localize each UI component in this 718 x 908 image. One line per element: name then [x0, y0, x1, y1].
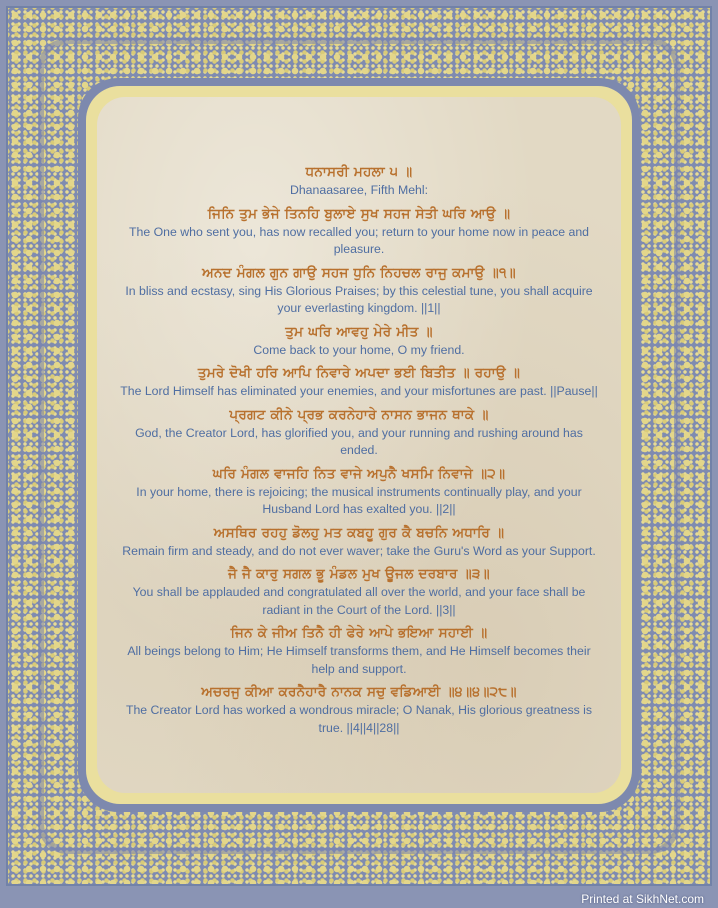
verse-english: Come back to your home, O my friend. — [253, 342, 465, 357]
verse-english: You shall be applauded and congratulated all over the world, and your face shall be radiant in the Court of the Lord. ||3|| — [132, 585, 586, 617]
verse-english: God, the Creator Lord, has glorified you, and your running and rushing around has ended. — [135, 425, 583, 457]
verse-english: The One who sent you, has now recalled you; return to your home now in peace and pleasure. — [128, 224, 590, 256]
verse-english: All beings belong to Him; He Himself transforms them, and He Himself becomes their help and support. — [127, 644, 591, 676]
verse-gurmukhi: ਅਸਥਿਰ ਰਹਹੁ ਡੋਲਹੁ ਮਤ ਕਬਹੂ ਗੁਰ ਕੈ ਬਚਨਿ ਅਧਾਰਿ ॥ — [213, 524, 505, 541]
verse-8 — [120, 564, 598, 619]
verse-gurmukhi: ਜੈ ਜੈ ਕਾਰੁ ਸਗਲ ਭੂ ਮੰਡਲ ਮੁਖ ਊਜਲ ਦਰਬਾਰ ॥੩॥ — [228, 566, 490, 582]
verse-gurmukhi: ਜਿਨਿ ਤੁਮ ਭੇਜੇ ਤਿਨਹਿ ਬੁਲਾਏ ਸੁਖ ਸਹਜ ਸੇਤੀ ਘਰਿ ਆਉ ॥ — [207, 205, 511, 222]
verse-english: The Creator Lord has worked a wondrous miracle; O Nanak, His glorious greatness is true. ||4||4||28|| — [125, 703, 593, 735]
verse-english: The Lord Himself has eliminated your enemies, and your misfortunes are past. ||Pause|| — [120, 384, 598, 398]
verse-english: In bliss and ecstasy, sing His Glorious Praises; by this celestial tune, you shall acquire your everlasting kingdom. ||1|| — [125, 283, 593, 315]
verse-gurmukhi: ਜਿਨ ਕੇ ਜੀਅ ਤਿਨੈ ਹੀ ਫੇਰੇ ਆਪੇ ਭਇਆ ਸਹਾਈ ॥ — [230, 625, 488, 641]
header-block — [120, 162, 598, 200]
verse-3 — [120, 322, 598, 360]
verse-4 — [120, 363, 598, 401]
header-english: Dhanaasaree, Fifth Mehl: — [289, 183, 429, 197]
verse-1 — [120, 204, 598, 259]
verse-2 — [120, 263, 598, 318]
verse-10 — [120, 682, 598, 737]
site-credit: Printed at SikhNet.com — [581, 892, 704, 906]
header-gurmukhi: ਧਨਾਸਰੀ ਮਹਲਾ ੫ ॥ — [305, 164, 413, 180]
shabad-text — [120, 162, 598, 741]
verse-9 — [120, 623, 598, 678]
verse-english: In your home, there is rejoicing; the musical instruments continually play, and your Husband Lord has exalted you. ||2|| — [136, 484, 582, 516]
verse-gurmukhi: ਅਚਰਜੁ ਕੀਆ ਕਰਨੈਹਾਰੈ ਨਾਨਕ ਸਚੁ ਵਡਿਆਈ ॥੪॥੪॥੨੮॥ — [201, 684, 517, 700]
verse-5 — [120, 405, 598, 460]
verse-gurmukhi: ਤੁਮ ਘਰਿ ਆਵਹੁ ਮੇਰੇ ਮੀਤ ॥ — [285, 323, 433, 340]
verse-6 — [120, 464, 598, 519]
verse-gurmukhi: ਅਨਦ ਮੰਗਲ ਗੁਨ ਗਾਉ ਸਹਜ ਧੁਨਿ ਨਿਹਚਲ ਰਾਜੁ ਕਮਾਉ ॥੧॥ — [202, 264, 516, 281]
verse-gurmukhi: ਤੁਮਰੇ ਦੋਖੀ ਹਰਿ ਆਪਿ ਨਿਵਾਰੇ ਅਪਦਾ ਭਈ ਬਿਤੀਤ ॥ ਰਹਾਉ ॥ — [197, 365, 521, 381]
verse-gurmukhi: ਘਰਿ ਮੰਗਲ ਵਾਜਹਿ ਨਿਤ ਵਾਜੇ ਅਪੁਨੈ ਖਸਮਿ ਨਿਵਾਜੇ ॥੨॥ — [212, 465, 506, 482]
verse-english: Remain firm and steady, and do not ever waver; take the Guru's Word as your Support. — [122, 543, 596, 558]
verse-gurmukhi: ਪ੍ਰਗਟ ਕੀਨੇ ਪ੍ਰਭ ਕਰਨੇਹਾਰੇ ਨਾਸਨ ਭਾਜਨ ਥਾਕੇ ॥ — [229, 406, 489, 423]
verse-7 — [120, 523, 598, 561]
